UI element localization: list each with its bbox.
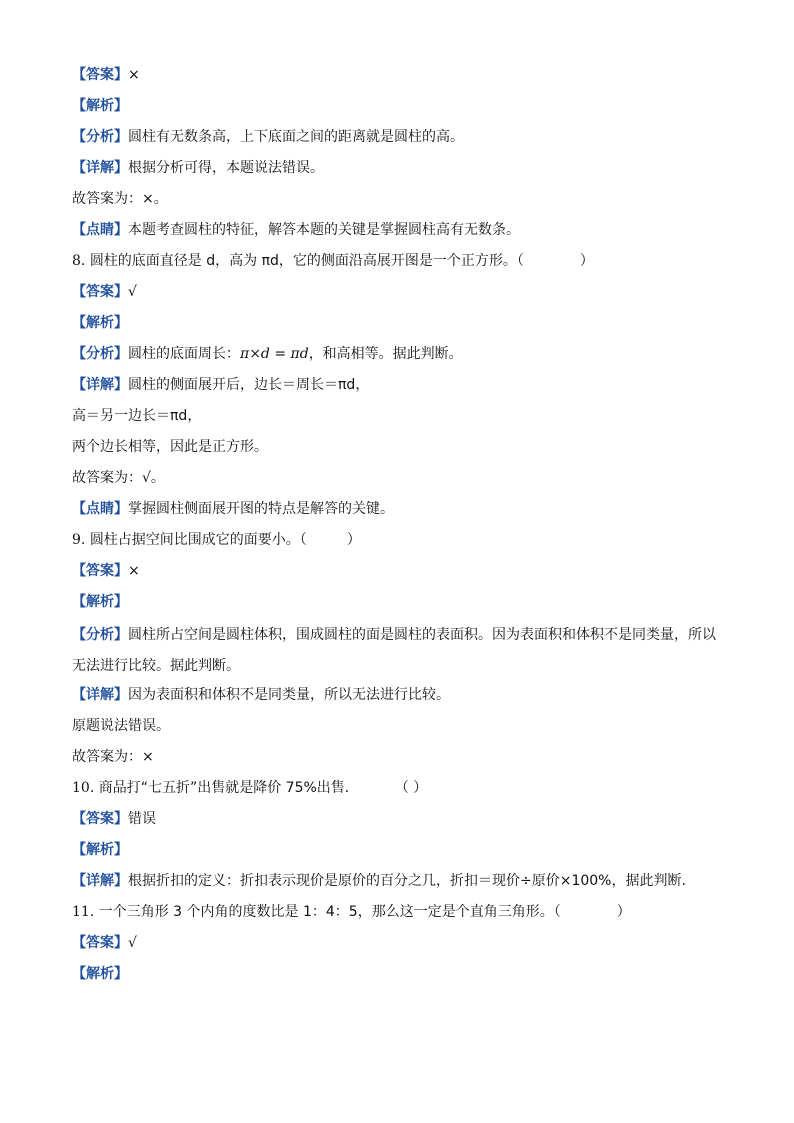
q8-answer: √	[128, 284, 137, 300]
analysis-heading-tag: 【解析】	[72, 98, 128, 114]
q7-detail-line	[72, 155, 722, 186]
q7-analysis-line	[72, 124, 722, 155]
q8-detail-text-1: 圆柱的侧面展开后，边长＝周长＝πd，	[128, 377, 370, 393]
q7-answer-line	[72, 62, 722, 93]
q8-detail-line-3	[72, 434, 722, 465]
q8-conclusion-line	[72, 465, 722, 496]
q8-conclusion: √。	[142, 470, 165, 486]
analysis-tag: 【分析】	[72, 627, 128, 643]
q9-analysis-text: 圆柱所占空间是圆柱体积，围成圆柱的面是圆柱的表面积。因为表面积和体积不是同类量，所以无法进行比较。据此判断。	[72, 627, 716, 674]
key-point-tag: 【点睛】	[72, 501, 128, 517]
detail-tag: 【详解】	[72, 873, 128, 889]
answer-tag: 【答案】	[72, 811, 128, 827]
conclusion-prefix: 故答案为：	[72, 191, 142, 207]
detail-tag: 【详解】	[72, 377, 128, 393]
q8-analysis-line	[72, 341, 722, 372]
detail-tag: 【详解】	[72, 687, 128, 703]
q8-key-point-text: 掌握圆柱侧面展开图的特点是解答的关键。	[128, 501, 394, 517]
q9-detail-text-2: 原题说法错误。	[72, 718, 170, 734]
q8-detail-line-2	[72, 403, 722, 434]
q8-key-point-line	[72, 496, 722, 527]
q9-question-line	[72, 527, 722, 558]
document-page	[72, 62, 722, 992]
q7-key-point-text: 本题考查圆柱的特征，解答本题的关键是掌握圆柱高有无数条。	[128, 222, 520, 238]
q11-question-line	[72, 899, 722, 930]
key-point-tag: 【点睛】	[72, 222, 128, 238]
answer-tag: 【答案】	[72, 935, 128, 951]
q11-analysis-heading	[72, 961, 722, 992]
q8-analysis-suffix: ，和高相等。据此判断。	[308, 346, 463, 362]
q9-close-paren: ）	[346, 532, 361, 548]
q8-detail-text-2: 高＝另一边长＝πd，	[72, 408, 202, 424]
answer-tag: 【答案】	[72, 284, 128, 300]
q8-analysis-prefix: 圆柱的底面周长：	[128, 346, 240, 362]
answer-tag: 【答案】	[72, 563, 128, 579]
q10-question-text: 商品打“七五折”出售就是降价 75%出售．	[98, 780, 359, 796]
q9-detail-text: 因为表面积和体积不是同类量，所以无法进行比较。	[128, 687, 450, 703]
q8-formula: π×d = πd	[240, 346, 309, 362]
detail-tag: 【详解】	[72, 160, 128, 176]
q7-analysis-text: 圆柱有无数条高，上下底面之间的距离就是圆柱的高。	[128, 129, 464, 145]
q10-number: 10.	[72, 780, 95, 796]
q8-detail-text-3: 两个边长相等，因此是正方形。	[72, 439, 268, 455]
q11-number: 11.	[72, 904, 95, 920]
q9-detail-line-2	[72, 713, 722, 744]
q9-conclusion-line	[72, 744, 722, 775]
analysis-heading-tag: 【解析】	[72, 594, 128, 610]
q7-detail-text: 根据分析可得，本题说法错误。	[128, 160, 324, 176]
q9-answer: ×	[128, 563, 140, 579]
q8-question-text: 圆柱的底面直径是 d，高为 πd，它的侧面沿高展开图是一个正方形。（	[89, 253, 524, 269]
q7-conclusion: ×。	[142, 191, 168, 207]
q10-detail-text: 根据折扣的定义：折扣表示现价是原价的百分之几，折扣＝现价÷原价×100%，据此判断.	[128, 873, 686, 889]
q11-answer-line	[72, 930, 722, 961]
q8-answer-line	[72, 279, 722, 310]
q9-detail-line	[72, 682, 722, 713]
q9-analysis-heading	[72, 589, 722, 620]
q8-question-line	[72, 248, 722, 279]
q9-analysis-line	[72, 620, 722, 682]
q8-detail-line-1	[72, 372, 722, 403]
q9-conclusion: ×	[142, 749, 154, 765]
q7-answer: ×	[128, 67, 140, 83]
analysis-heading-tag: 【解析】	[72, 966, 128, 982]
answer-tag: 【答案】	[72, 67, 128, 83]
q9-answer-line	[72, 558, 722, 589]
q10-paren: （ ）	[394, 780, 428, 796]
q7-key-point-line	[72, 217, 722, 248]
q11-question-text: 一个三角形 3 个内角的度数比是 1：4：5，那么这一定是个直角三角形。（	[98, 904, 561, 920]
q7-analysis-heading	[72, 93, 722, 124]
q9-number: 9.	[72, 532, 86, 548]
q10-question-line	[72, 775, 722, 806]
q7-conclusion-line	[72, 186, 722, 217]
q10-analysis-heading	[72, 837, 722, 868]
q8-analysis-heading	[72, 310, 722, 341]
q11-answer: √	[128, 935, 137, 951]
q11-close-paren: ）	[616, 904, 631, 920]
analysis-heading-tag: 【解析】	[72, 315, 128, 331]
q10-answer: 错误	[128, 811, 156, 827]
conclusion-prefix: 故答案为：	[72, 749, 142, 765]
q8-number: 8.	[72, 253, 86, 269]
q9-question-text: 圆柱占据空间比围成它的面要小。（	[89, 532, 307, 548]
q8-close-paren: ）	[579, 253, 594, 269]
q10-detail-line	[72, 868, 722, 899]
analysis-heading-tag: 【解析】	[72, 842, 128, 858]
conclusion-prefix: 故答案为：	[72, 470, 142, 486]
q10-answer-line	[72, 806, 722, 837]
analysis-tag: 【分析】	[72, 346, 128, 362]
analysis-tag: 【分析】	[72, 129, 128, 145]
